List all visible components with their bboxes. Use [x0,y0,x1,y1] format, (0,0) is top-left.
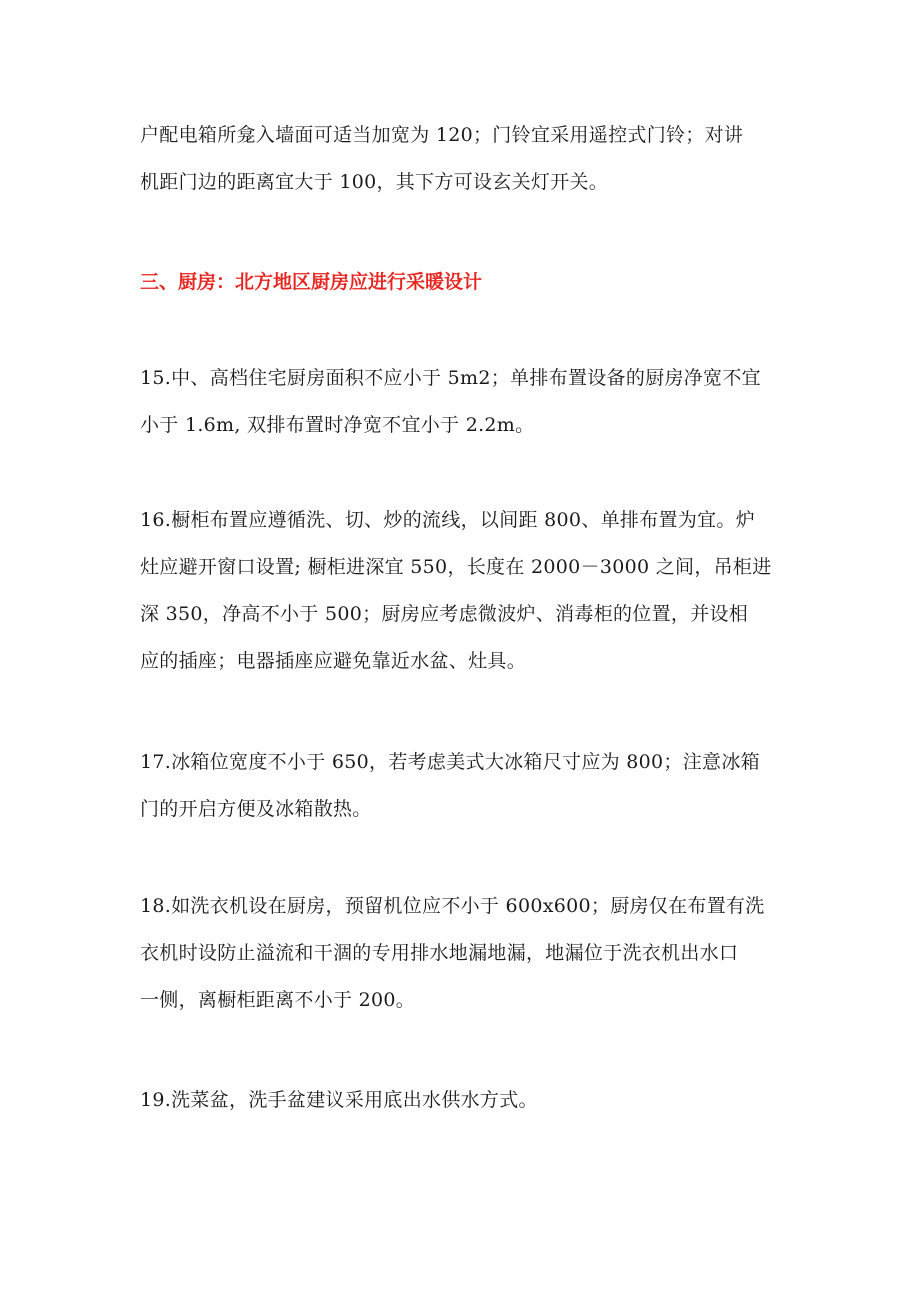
item-19-paragraph [140,1077,790,1124]
item-15-line-1: 15.中、高档住宅厨房面积不应小于 5m2；单排布置设备的厨房净宽不宜 [140,367,761,389]
item-17-line-1: 17.冰箱位宽度不小于 650，若考虑美式大冰箱尺寸应为 800；注意冰箱 [140,751,760,773]
item-19-line-1: 19.洗菜盆，洗手盆建议采用底出水供水方式。 [140,1089,538,1111]
item-18-paragraph [140,883,790,1024]
item-18-line-2: 衣机时设防止溢流和干涸的专用排水地漏地漏，地漏位于洗衣机出水口 [140,942,739,964]
intro-paragraph [140,112,790,206]
item-16-paragraph [140,497,790,685]
intro-line-2: 机距门边的距离宜大于 100，其下方可设玄关灯开关。 [140,171,609,193]
item-16-line-2: 灶应避开窗口设置; 橱柜进深宜 550，长度在 2000－3000 之间，吊柜进 [140,556,772,578]
item-18-line-1: 18.如洗衣机设在厨房，预留机位应不小于 600x600；厨房仅在布置有洗 [140,895,765,917]
intro-line-1: 户配电箱所龛入墙面可适当加宽为 120；门铃宜采用遥控式门铃；对讲 [140,124,744,146]
item-17-paragraph [140,739,790,833]
item-16-line-4: 应的插座；电器插座应避免靠近水盆、灶具。 [140,650,527,672]
section-heading-kitchen: 三、厨房：北方地区厨房应进行采暖设计 [140,271,483,293]
item-15-line-2: 小于 1.6m, 双排布置时净宽不宜小于 2.2m。 [140,414,535,436]
item-16-line-1: 16.橱柜布置应遵循洗、切、炒的流线，以间距 800、单排布置为宜。炉 [140,509,756,531]
item-18-line-3: 一侧，离橱柜距离不小于 200。 [140,989,416,1011]
item-15-paragraph [140,355,790,449]
item-17-line-2: 门的开启方便及冰箱散热。 [140,798,372,820]
item-16-line-3: 深 350，净高不小于 500；厨房应考虑微波炉、消毒柜的位置，并设相 [140,603,749,625]
